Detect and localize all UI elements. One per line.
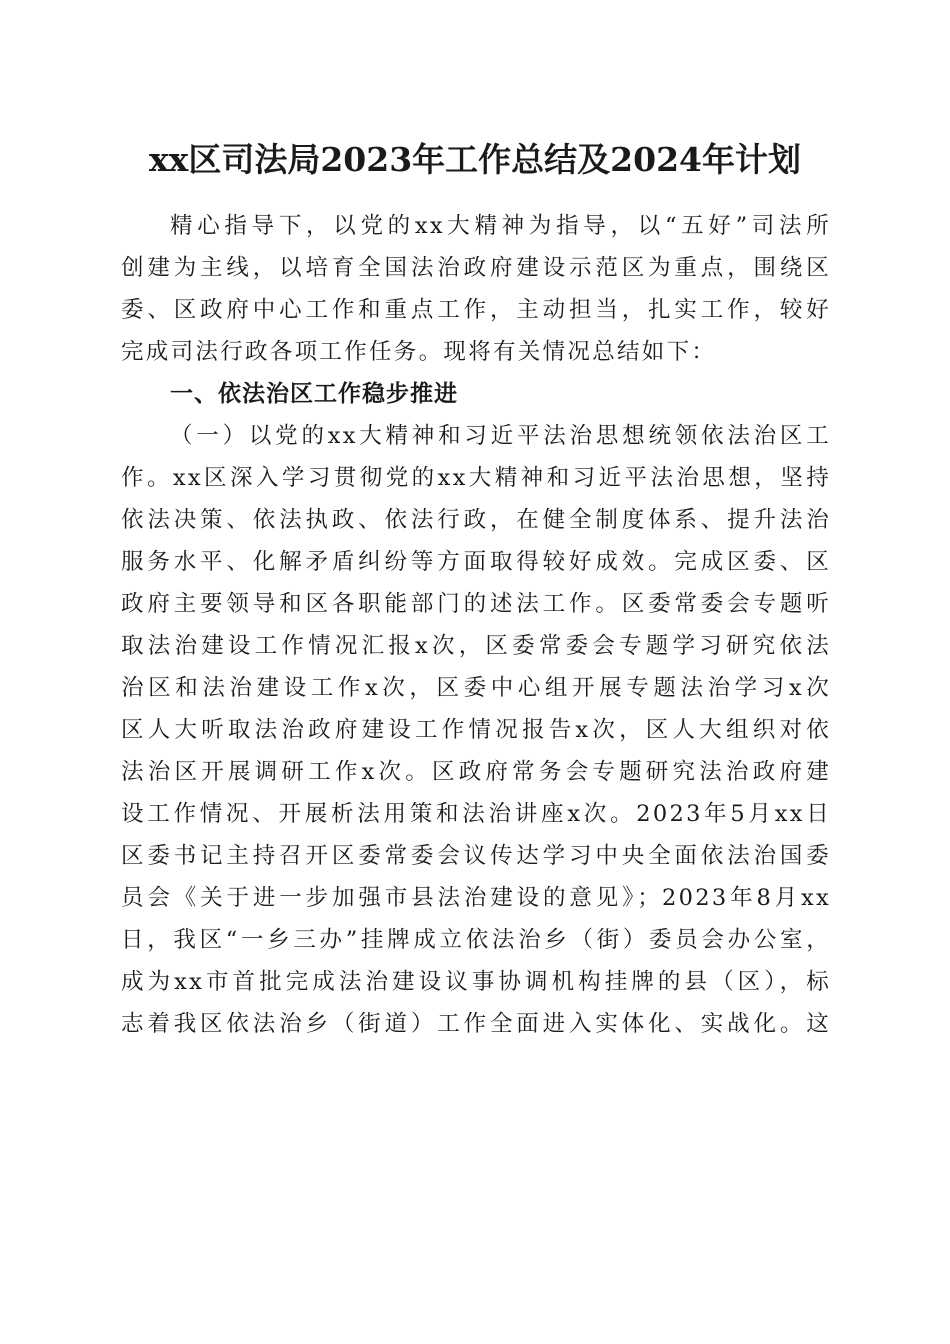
paragraph-line: 政府主要领导和区各职能部门的述法工作。区委常委会专题听 [121, 591, 831, 617]
paragraph-line: 日，我区“一乡三办”挂牌成立依法治乡（街）委员会办公室， [121, 927, 831, 953]
paragraph-line: 取法治建设工作情况汇报x次，区委常委会专题学习研究依法 [121, 633, 831, 659]
intro-line: 精心指导下，以党的xx大精神为指导，以“五好”司法所 [170, 213, 831, 239]
paragraph-line: 法治区开展调研工作x次。区政府常务会专题研究法治政府建 [121, 759, 831, 785]
section-heading: 一、依法治区工作稳步推进 [170, 381, 458, 407]
paragraph-line: 区人大听取法治政府建设工作情况报告x次，区人大组织对依 [121, 717, 831, 743]
document-body [121, 205, 831, 1045]
intro-line: 完成司法行政各项工作任务。现将有关情况总结如下： [121, 339, 717, 365]
document-title: xx区司法局2023年工作总结及2024年计划 [148, 140, 802, 179]
paragraph-line: 服务水平、化解矛盾纠纷等方面取得较好成效。完成区委、区 [121, 549, 831, 575]
paragraph-line: 作。xx区深入学习贯彻党的xx大精神和习近平法治思想，坚持 [121, 465, 831, 491]
paragraph-line: 志着我区依法治乡（街道）工作全面进入实体化、实战化。这 [121, 1011, 831, 1037]
paragraph-line: 治区和法治建设工作x次，区委中心组开展专题法治学习x次 [121, 675, 831, 701]
paragraph-line: 设工作情况、开展析法用策和法治讲座x次。2023年5月xx日 [121, 801, 831, 827]
paragraph-line: 依法决策、依法执政、依法行政，在健全制度体系、提升法治 [121, 507, 831, 533]
paragraph-line: 成为xx市首批完成法治建设议事协调机构挂牌的县（区），标 [121, 969, 831, 995]
paragraph-line: （一）以党的xx大精神和习近平法治思想统领依法治区工 [170, 423, 831, 449]
paragraph-line: 区委书记主持召开区委常委会议传达学习中央全面依法治国委 [121, 843, 831, 869]
intro-line: 委、区政府中心工作和重点工作，主动担当，扎实工作，较好 [121, 297, 831, 323]
intro-line: 创建为主线，以培育全国法治政府建设示范区为重点，围绕区 [121, 255, 831, 281]
paragraph-line: 员会《关于进一步加强市县法治建设的意见》；2023年8月xx [121, 885, 831, 911]
